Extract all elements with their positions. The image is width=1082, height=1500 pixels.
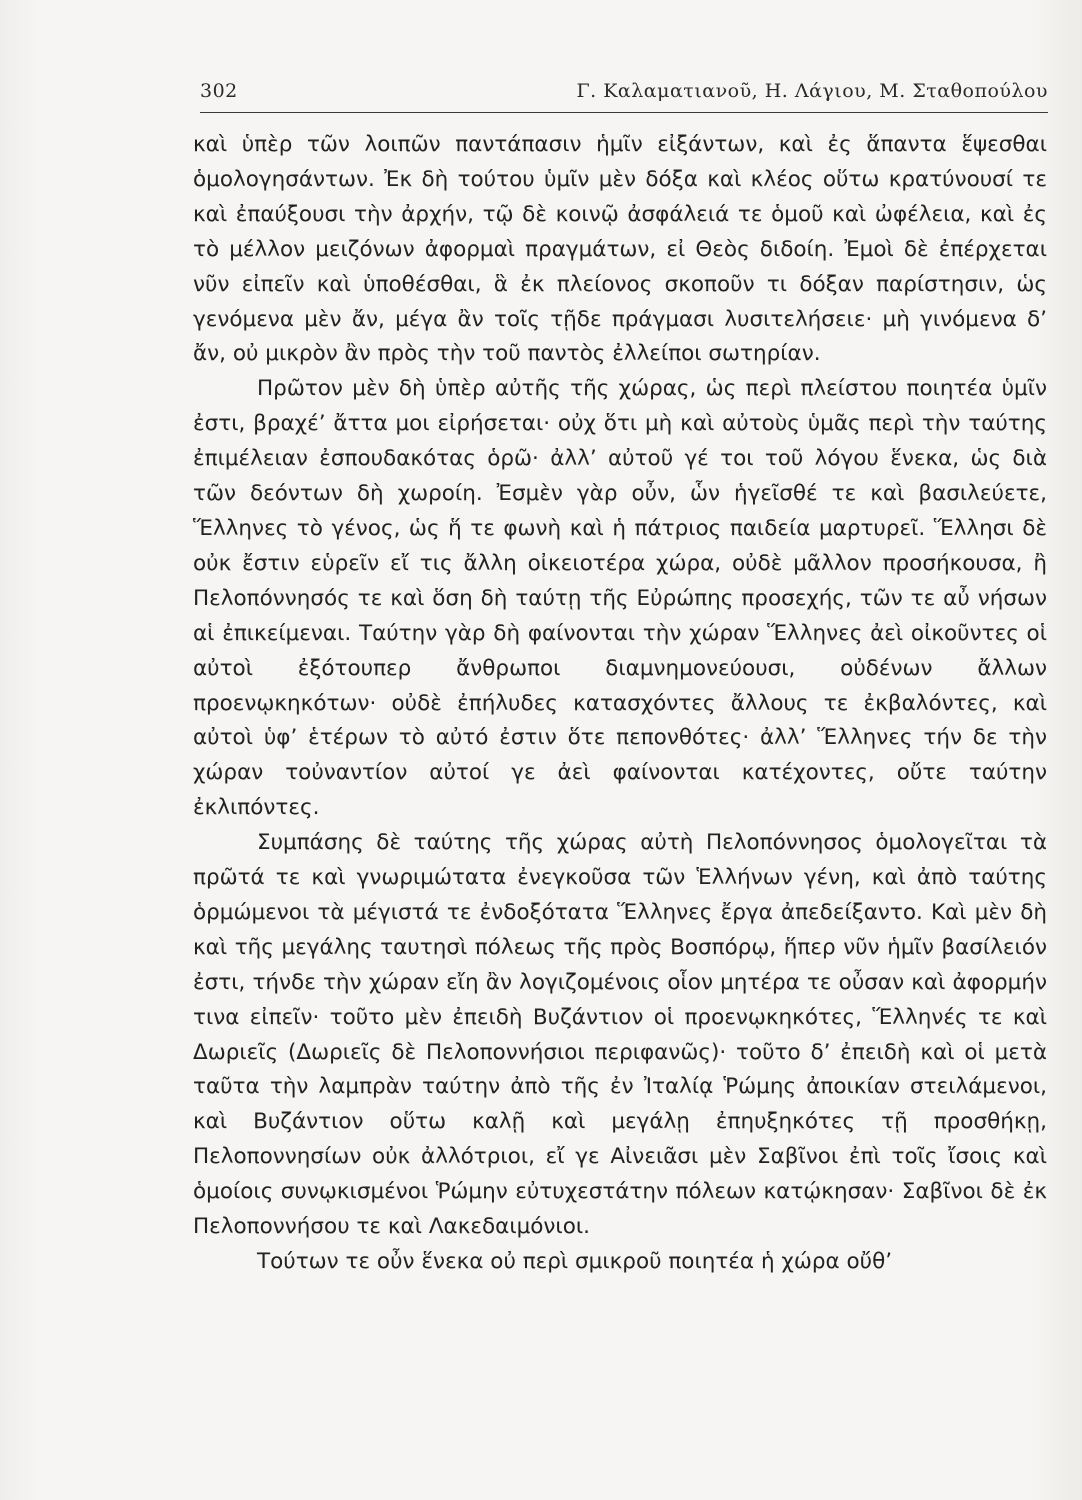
paragraph-4: Τούτων τε οὖν ἕνεκα οὐ περὶ σμικροῦ ποιητέα ἡ χώρα οὔθ’ [257,1249,893,1274]
paragraph-3: Συμπάσης δὲ ταύτης τῆς χώρας αὐτὴ Πελοπόννησος ὁμολογεῖται τὰ πρῶτά τε καὶ γνωριμώτατα ἐνεγκοῦσα τῶν Ἑλλήνων γένη, καὶ ἀπὸ ταύτης ὁρμώμενοι τὰ μέγιστά τε ἐνδοξότατα Ἕλληνες ἔργα ἀπεδείξαντο. Καὶ μὲν δὴ καὶ τῆς μεγάλης ταυτησὶ πόλεως τῆς πρὸς Βοσπόρῳ, ἥπερ νῦν ἡμῖν βασίλειόν ἐστι, τήνδε τὴν χώραν εἴη ἂν λογιζομένοις οἷον μητέρα τε οὖσαν καὶ ἀφορμήν τινα εἰπεῖν· τοῦτο μὲν ἐπειδὴ Βυζάντιον οἱ προενῳκηκότες, Ἕλληνές τε καὶ Δωριεῖς (Δωριεῖς δὲ Πελοποννήσιοι περιφανῶς)· τοῦτο δ’ ἐπειδὴ καὶ οἱ μετὰ ταῦτα τὴν λαμπρὰν ταύτην ἀπὸ τῆς ἐν Ἰταλίᾳ Ῥώμης ἀποικίαν στειλάμενοι, καὶ Βυζάντιον οὕτω καλῇ καὶ μεγάλῃ ἐπηυξηκότες τῇ προσθήκῃ, Πελοποννησίων οὐκ ἀλλότριοι, εἴ γε Αἰνειᾶσι μὲν Σαβῖνοι ἐπὶ τοῖς ἴσοις καὶ ὁμοίοις συνῳκισμένοι Ῥώμην εὐτυχεστάτην πόλεων κατῴκησαν· Σαβῖνοι δὲ ἐκ Πελοποννήσου τε καὶ Λακεδαιμόνιοι. [193,830,1047,1240]
header-rule [200,112,1048,113]
paragraph-2: Πρῶτον μὲν δὴ ὑπὲρ αὐτῆς τῆς χώρας, ὡς περὶ πλείστου ποιητέα ὑμῖν ἐστι, βραχέ’ ἄττα μοι εἰρήσεται· οὐχ ὅτι μὴ καὶ αὐτοὺς ὑμᾶς περὶ τὴν ταύτης ἐπιμέλειαν ἐσπουδακότας ὁρῶ· ἀλλ’ αὐτοῦ γέ τοι τοῦ λόγου ἕνεκα, ὡς διὰ τῶν δεόντων δὴ χωροίη. Ἐσμὲν γὰρ οὖν, ὧν ἡγεῖσθέ τε καὶ βασιλεύετε, Ἕλληνες τὸ γένος, ὡς ἥ τε φωνὴ καὶ ἡ πάτριος παιδεία μαρτυρεῖ. Ἕλλησι δὲ οὐκ ἔστιν εὑρεῖν εἴ τις ἄλλη οἰκειοτέρα χώρα, οὐδὲ μᾶλλον προσήκουσα, ἢ Πελοπόννησός τε καὶ ὅση δὴ ταύτῃ τῆς Εὐρώπης προσεχής, τῶν τε αὖ νήσων αἱ ἐπικείμεναι. Ταύτην γὰρ δὴ φαίνονται τὴν χώραν Ἕλληνες ἀεὶ οἰκοῦντες οἱ αὐτοὶ ἐξότουπερ ἄνθρωποι διαμνημονεύουσι, οὐδένων ἄλλων προενῳκηκότων· οὐδὲ ἐπήλυδες κατασχόντες ἄλλους τε ἐκβαλόντες, καὶ αὐτοὶ ὑφ’ ἑτέρων τὸ αὐτό ἐστιν ὅτε πεπονθότες· ἀλλ’ Ἕλληνες τήν δε τὴν χώραν τοὐναντίον αὐτοί γε ἀεὶ φαίνονται κατέχοντες, οὔτε ταύτην ἐκλιπόντες. [193,376,1047,821]
page-number: 302 [200,80,238,102]
body-text [193,128,1047,1280]
running-title: Γ. Καλαματιανοῦ, Η. Λάγιου, Μ. Σταθοπούλου [576,80,1048,102]
running-header [200,74,1048,114]
paragraph-1: καὶ ὑπὲρ τῶν λοιπῶν παντάπασιν ἡμῖν εἰξάντων, καὶ ἐς ἅπαντα ἕψεσθαι ὁμολογησάντων. Ἐκ δὴ τούτου ὑμῖν μὲν δόξα καὶ κλέος οὕτω κρατύνουσί τε καὶ ἐπαύξουσι τὴν ἀρχήν, τῷ δὲ κοινῷ ἀσφάλειά τε ὁμοῦ καὶ ὠφέλεια, καὶ ἐς τὸ μέλλον μειζόνων ἀφορμαὶ πραγμάτων, εἰ Θεὸς διδοίη. Ἐμοὶ δὲ ἐπέρχεται νῦν εἰπεῖν καὶ ὑποθέσθαι, ἃ ἐκ πλείονος σκοποῦν τι δόξαν παρίστησιν, ὡς γενόμενα μὲν ἄν, μέγα ἂν τοῖς τῇδε πράγμασι λυσιτελήσειε· μὴ γινόμενα δ’ ἄν, οὐ μικρὸν ἂν πρὸς τὴν τοῦ παντὸς ἐλλείποι σωτηρίαν. [193,132,1047,367]
